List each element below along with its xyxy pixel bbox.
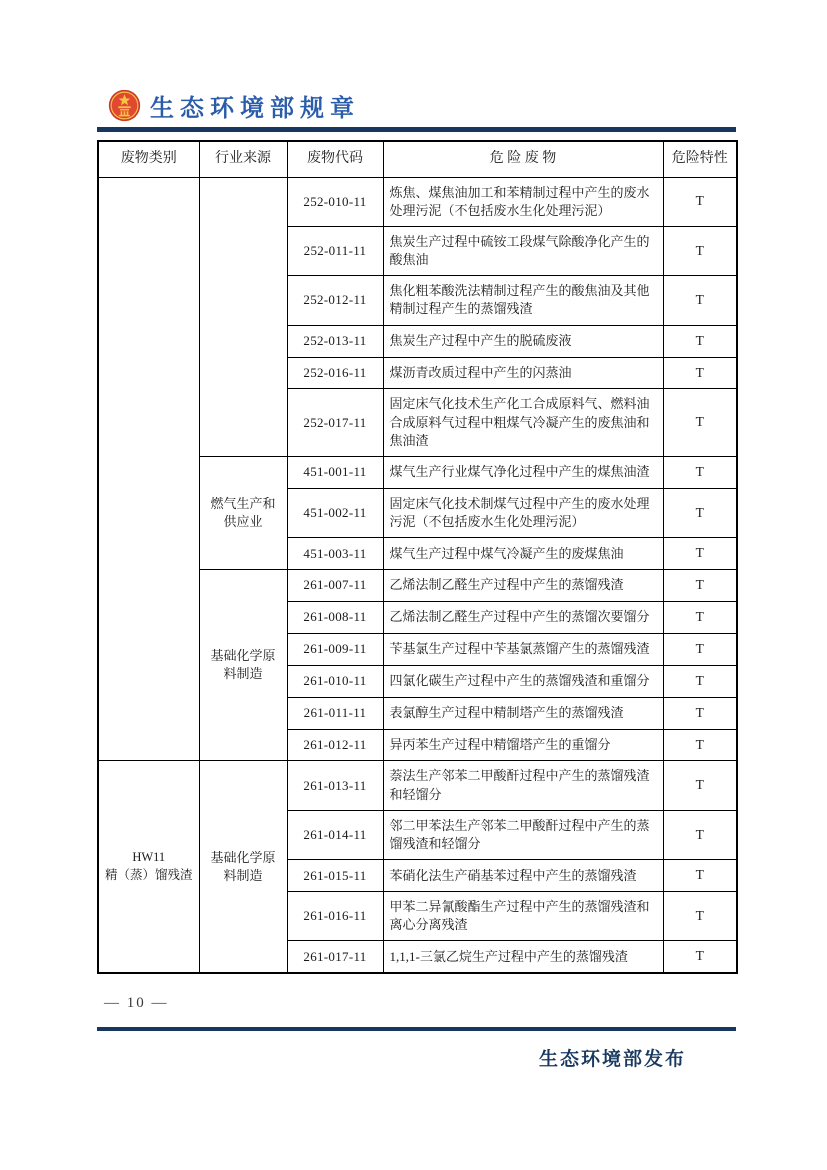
column-header-industry-source: 行业来源 [199, 141, 287, 177]
hazard-property-cell: T [663, 810, 737, 859]
waste-code-cell: 261-008-11 [287, 602, 383, 634]
waste-code-cell: 261-012-11 [287, 729, 383, 761]
waste-code-cell: 261-011-11 [287, 697, 383, 729]
waste-code-cell: 451-003-11 [287, 538, 383, 570]
table-row [98, 761, 737, 810]
waste-code-cell: 451-002-11 [287, 488, 383, 537]
page-title: 生态环境部规章 [150, 96, 360, 122]
column-header-hazardous-waste: 危 险 废 物 [383, 141, 663, 177]
national-emblem-icon [108, 89, 141, 122]
waste-code-cell: 261-010-11 [287, 665, 383, 697]
waste-code-cell: 261-016-11 [287, 892, 383, 941]
waste-code-cell: 261-013-11 [287, 761, 383, 810]
waste-category-code: HW11 [132, 850, 166, 865]
hazard-property-cell: T [663, 389, 737, 457]
waste-description-cell: 焦炭生产过程中产生的脱硫废液 [383, 325, 663, 357]
waste-description-cell: 炼焦、煤焦油加工和苯精制过程中产生的废水处理污泥（不包括废水生化处理污泥） [383, 177, 663, 226]
hazard-property-cell: T [663, 570, 737, 602]
waste-description-cell: 苯硝化法生产硝基苯过程中产生的蒸馏残渣 [383, 860, 663, 892]
hazard-property-cell: T [663, 697, 737, 729]
waste-description-cell: 表氯醇生产过程中精制塔产生的蒸馏残渣 [383, 697, 663, 729]
header-rule [97, 127, 736, 132]
waste-description-cell: 煤气生产行业煤气净化过程中产生的煤焦油渣 [383, 456, 663, 488]
hazard-property-cell: T [663, 226, 737, 275]
waste-description-cell: 乙烯法制乙醛生产过程中产生的蒸馏次要馏分 [383, 602, 663, 634]
waste-description-cell: 焦炭生产过程中硫铵工段煤气除酸净化产生的酸焦油 [383, 226, 663, 275]
hazard-property-cell: T [663, 276, 737, 325]
waste-code-cell: 261-007-11 [287, 570, 383, 602]
waste-description-cell: 固定床气化技术制煤气过程中产生的废水处理污泥（不包括废水生化处理污泥） [383, 488, 663, 537]
waste-code-cell: 451-001-11 [287, 456, 383, 488]
waste-code-cell: 252-013-11 [287, 325, 383, 357]
waste-category-cell [98, 761, 199, 973]
hazard-property-cell: T [663, 665, 737, 697]
publisher-label: 生态环境部发布 [538, 1049, 686, 1070]
hazard-property-cell: T [663, 602, 737, 634]
hazard-property-cell: T [663, 357, 737, 389]
waste-description-cell: 乙烯法制乙醛生产过程中产生的蒸馏残渣 [383, 570, 663, 602]
column-header-waste-category: 废物类别 [98, 141, 199, 177]
industry-source-cell: 燃气生产和供应业 [199, 456, 287, 569]
industry-source-cell: 基础化学原料制造 [199, 570, 287, 761]
column-header-hazard-property: 危险特性 [663, 141, 737, 177]
hazard-property-cell: T [663, 633, 737, 665]
waste-description-cell: 1,1,1-三氯乙烷生产过程中产生的蒸馏残渣 [383, 941, 663, 973]
hazard-property-cell: T [663, 488, 737, 537]
waste-code-cell: 252-012-11 [287, 276, 383, 325]
waste-description-cell: 煤气生产过程中煤气冷凝产生的废煤焦油 [383, 538, 663, 570]
industry-source-cell: 基础化学原料制造 [199, 761, 287, 973]
hazard-property-cell: T [663, 325, 737, 357]
waste-description-cell: 四氯化碳生产过程中产生的蒸馏残渣和重馏分 [383, 665, 663, 697]
industry-source-cell [199, 177, 287, 456]
waste-description-cell: 异丙苯生产过程中精馏塔产生的重馏分 [383, 729, 663, 761]
waste-description-cell: 甲苯二异氰酸酯生产过程中产生的蒸馏残渣和离心分离残渣 [383, 892, 663, 941]
footer-rule [97, 1027, 736, 1031]
hazard-property-cell: T [663, 941, 737, 973]
waste-code-cell: 261-014-11 [287, 810, 383, 859]
waste-code-cell: 261-017-11 [287, 941, 383, 973]
waste-description-cell: 煤沥青改质过程中产生的闪蒸油 [383, 357, 663, 389]
hazard-property-cell: T [663, 538, 737, 570]
column-header-waste-code: 废物代码 [287, 141, 383, 177]
page-number: — 10 — [104, 995, 169, 1011]
hazardous-waste-table [97, 140, 738, 974]
waste-code-cell: 252-010-11 [287, 177, 383, 226]
waste-description-cell: 焦化粗苯酸洗法精制过程产生的酸焦油及其他精制过程产生的蒸馏残渣 [383, 276, 663, 325]
table-header-row [98, 141, 737, 177]
hazard-property-cell: T [663, 177, 737, 226]
waste-description-cell: 邻二甲苯法生产邻苯二甲酸酐过程中产生的蒸馏残渣和轻馏分 [383, 810, 663, 859]
waste-code-cell: 252-016-11 [287, 357, 383, 389]
waste-code-cell: 261-009-11 [287, 633, 383, 665]
hazard-property-cell: T [663, 729, 737, 761]
waste-code-cell: 252-017-11 [287, 389, 383, 457]
masthead [108, 88, 360, 123]
hazard-property-cell: T [663, 761, 737, 810]
hazard-property-cell: T [663, 860, 737, 892]
waste-description-cell: 苄基氯生产过程中苄基氯蒸馏产生的蒸馏残渣 [383, 633, 663, 665]
hazard-property-cell: T [663, 456, 737, 488]
hazard-property-cell: T [663, 892, 737, 941]
waste-category-cell [98, 177, 199, 761]
table-row [98, 177, 737, 226]
waste-code-cell: 261-015-11 [287, 860, 383, 892]
waste-code-cell: 252-011-11 [287, 226, 383, 275]
waste-description-cell: 固定床气化技术生产化工合成原料气、燃料油合成原料气过程中粗煤气冷凝产生的废焦油和焦油渣 [383, 389, 663, 457]
waste-description-cell: 萘法生产邻苯二甲酸酐过程中产生的蒸馏残渣和轻馏分 [383, 761, 663, 810]
waste-category-name: 精（蒸）馏残渣 [104, 867, 193, 882]
